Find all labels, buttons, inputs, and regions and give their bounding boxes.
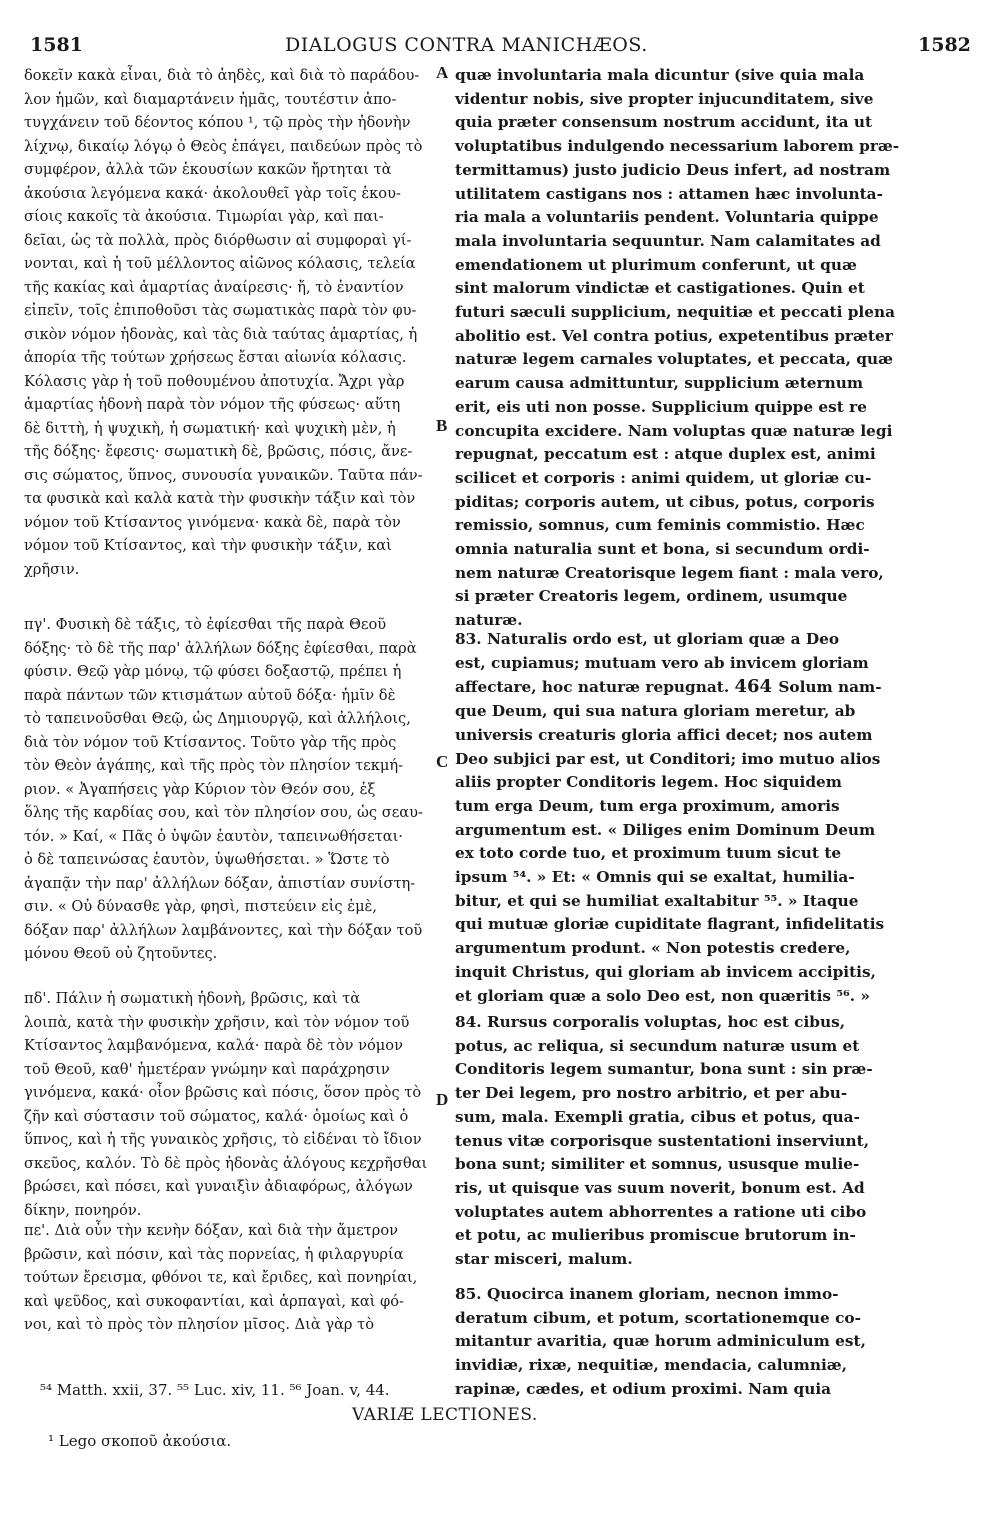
latin-line: si præter Creatoris legem, ordinem, usumque: [455, 587, 848, 606]
latin-line: mala involuntaria sequuntur. Nam calamitates ad: [455, 231, 881, 250]
greek-line: λον ἡμῶν, καὶ διαμαρτάνειν ἡμᾶς, τουτέστιν ἀπο-: [24, 90, 397, 108]
page-number-left: 1581: [30, 34, 83, 56]
greek-line: ἀγαπᾷν τὴν παρ' ἀλλήλων δόξαν, ἀπιστίαν συνίστη-: [24, 874, 416, 892]
greek-line: παρὰ πάντων τῶν κτισμάτων αὐτοῦ δόξα· ἡμῖν δὲ: [24, 686, 396, 704]
greek-line: σις σώματος, ὕπνος, συνουσία γυναικῶν. Ταῦτα πάν-: [24, 466, 423, 484]
greek-line: πε'. Διὰ οὖν τὴν κενὴν δόξαν, καὶ διὰ τὴν ἄμετρον: [24, 1222, 398, 1239]
latin-line: earum causa admittuntur, supplicium æternum: [455, 374, 864, 393]
latin-line: ex toto corde tuo, et proximum tuum sicut te: [455, 844, 842, 863]
greek-line: χρῆσιν.: [24, 560, 80, 578]
latin-line: tenus vitæ corporisque sustentationi inserviunt,: [455, 1131, 870, 1150]
page-title: DIALOGUS CONTRA MANICHÆOS.: [285, 34, 648, 56]
latin-line: quæ involuntaria mala dicuntur (sive quia mala: [455, 66, 865, 84]
latin-line: Conditoris legem sumantur, bona sunt : sin præ-: [455, 1060, 873, 1079]
greek-line: Κτίσαντος λαμβανόμενα, καλά· παρὰ δὲ τὸν νόμον: [24, 1037, 403, 1054]
latin-line: star misceri, malum.: [455, 1250, 633, 1269]
greek-line: τῆς δόξης· ἔφεσις· σωματικὴ δὲ, βρῶσις, πόσις, ἄνε-: [24, 443, 413, 460]
footnote-references: ⁵⁴ Matth. xxii, 37. ⁵⁵ Luc. xiv, 11. ⁵⁶ Joan. v, 44.: [40, 1381, 390, 1399]
greek-line: ἀπορία τῆς τούτων χρήσεως ἔσται αἰωνία κόλασις.: [24, 349, 407, 366]
latin-line: remissio, somnus, cum feminis commistio. Hæc: [455, 516, 865, 535]
greek-line: ἀκούσια λεγόμενα κακά· ἀκολουθεῖ γὰρ τοῖς ἑκου-: [24, 184, 401, 202]
variant-reading-note: ¹ Lego σκοποῦ ἀκούσια.: [48, 1432, 232, 1450]
greek-line: γινόμενα, κακά· οἷον βρῶσις καὶ πόσις, ὅσον πρὸς τὸ: [24, 1084, 422, 1101]
latin-line: universis creaturis gloria affici decet; nos autem: [455, 725, 873, 744]
greek-paragraph-83: [24, 613, 434, 966]
latin-line: repugnat, peccatum est : atque duplex est, animi: [455, 445, 876, 464]
latin-line: abolitio est. Vel contra potius, expetentibus præter: [455, 326, 893, 345]
latin-line: bitur, et qui se humiliat exaltabitur ⁵⁵. » Itaque: [455, 891, 859, 910]
greek-line: βρῶσιν, καὶ πόσιν, καὶ τὰς πορνείας, ἡ φιλαργυρία: [24, 1245, 404, 1263]
greek-line: ἁμαρτίας ἡδονὴ παρὰ τὸν νόμον τῆς φύσεως· αὕτη: [24, 396, 401, 413]
latin-line: argumentum produnt. « Non potestis credere,: [455, 939, 851, 958]
greek-line: τόν. » Καί, « Πᾶς ὁ ὑψῶν ἑαυτὸν, ταπεινωθήσεται·: [24, 827, 403, 845]
latin-line: et potu, ac mulieribus promiscue brutorum in-: [455, 1226, 856, 1245]
greek-line: δοκεῖν κακὰ εἶναι, διὰ τὸ ἀηδὲς, καὶ διὰ τὸ παράδου-: [24, 67, 420, 84]
latin-line: ipsum ⁵⁴. » Et: « Omnis qui se exaltat, humilia-: [455, 868, 855, 887]
greek-line: τοῦ Θεοῦ, καθ' ἡμετέραν γνώμην καὶ παράχρησιν: [24, 1060, 390, 1078]
greek-line: λίχνῳ, δικαίῳ λόγῳ ὁ Θεὸς ἐπάγει, παιδεύων πρὸς τὸ: [24, 137, 423, 155]
latin-line: termittamus) justo judicio Deus infert, ad nostram: [455, 160, 891, 179]
latin-line: quia præter consensum nostrum accidunt, ita ut: [455, 113, 873, 132]
latin-line: emendationem ut plurimum conferunt, ut quæ: [455, 255, 857, 274]
variae-lectiones-heading: VARIÆ LECTIONES.: [352, 1405, 538, 1425]
greek-line: μόνου Θεοῦ οὐ ζητοῦντες.: [24, 945, 218, 962]
greek-paragraph-84: [24, 987, 434, 1222]
latin-line: sum, mala. Exempli gratia, cibus et potus, qua-: [455, 1107, 860, 1126]
latin-line: concupita excidere. Nam voluptas quæ naturæ legi: [455, 421, 893, 440]
greek-line: τούτων ἔρεισμα, φθόνοι τε, καὶ ἔριδες, καὶ πονηρίαι,: [24, 1269, 418, 1286]
greek-line: τυγχάνειν τοῦ δέοντος κόπου ¹, τῷ πρὸς τὴν ἡδονὴν: [24, 114, 411, 131]
latin-line: ter Dei legem, pro nostro arbitrio, et per abu-: [455, 1084, 848, 1103]
latin-line: ris, ut quisque vas suum noverit, bonum est. Ad: [455, 1178, 865, 1197]
latin-line: videntur nobis, sive propter injucunditatem, sive: [455, 89, 874, 108]
latin-line: aliis propter Conditoris legem. Hoc siquidem: [455, 773, 842, 792]
greek-line: φύσιν. Θεῷ γὰρ μόνῳ, τῷ φύσει δοξαστῷ, πρέπει ἡ: [24, 663, 402, 680]
latin-paragraph-83: [455, 628, 885, 1008]
greek-line: ὕπνος, καὶ ἡ τῆς γυναικὸς χρῆσις, τὸ εἰδέναι τὸ ἴδιον: [24, 1131, 422, 1148]
latin-line: bona sunt; similiter et somnus, ususque mulie-: [455, 1155, 860, 1174]
latin-line: potus, ac reliqua, si secundum naturæ usum et: [455, 1036, 860, 1055]
column-number-marker: 464: [734, 676, 779, 698]
latin-line: nem naturæ Creatorisque legem fiant : mala vero,: [455, 563, 884, 582]
greek-line: συμφέρον, ἀλλὰ τῶν ἑκουσίων κακῶν ἤρτηται τὰ: [24, 161, 392, 178]
greek-line: ὁ δὲ ταπεινώσας ἑαυτὸν, ὑψωθήσεται. » Ὥστε τὸ: [24, 851, 390, 868]
greek-line: σίοις κακοῖς τὰ ἀκούσια. Τιμωρίαι γὰρ, καὶ παι-: [24, 208, 384, 225]
greek-paragraph-1: [24, 64, 434, 581]
greek-line: Κόλασις γὰρ ἡ τοῦ ποθουμένου ἀποτυχία. Ἄχρι γὰρ: [24, 372, 405, 390]
greek-line: δὲ διττὴ, ἡ ψυχικὴ, ἡ σωματική· καὶ ψυχικὴ μὲν, ἡ: [24, 419, 396, 437]
greek-line: νοι, καὶ τὸ πρὸς τὸν πλησίον μῖσος. Διὰ γὰρ τὸ: [24, 1316, 375, 1333]
latin-line: voluptatibus indulgendo necessarium laborem præ-: [455, 137, 900, 156]
greek-line: δεῖαι, ὡς τὰ πολλὰ, πρὸς διόρθωσιν αἱ συμφοραὶ γί-: [24, 231, 412, 249]
latin-line: invidiæ, rixæ, nequitiæ, mendacia, calumniæ,: [455, 1356, 848, 1375]
margin-marker-d: D: [436, 1090, 449, 1109]
margin-marker-a: A: [436, 63, 449, 82]
greek-line: δόξης· τὸ δὲ τῆς παρ' ἀλλήλων δόξης ἐφίεσθαι, παρὰ: [24, 639, 417, 657]
latin-line: mitantur avaritia, quæ horum adminiculum est,: [455, 1332, 866, 1351]
latin-line: que Deum, qui sua natura gloriam meretur, ab: [455, 702, 856, 721]
latin-paragraph-85: [455, 1283, 866, 1402]
latin-line: omnia naturalia sunt et bona, si secundum ordi-: [455, 540, 870, 559]
greek-line: λοιπὰ, κατὰ τὴν φυσικὴν χρῆσιν, καὶ τὸν νόμον τοῦ: [24, 1013, 410, 1031]
latin-line: sint malorum vindictæ et castigationes. Quin et: [455, 279, 865, 298]
margin-marker-b: B: [436, 416, 448, 435]
latin-line: deratum cibum, et potum, scortationemque co-: [455, 1308, 861, 1327]
greek-line: ζῆν καὶ σύστασιν τοῦ σώματος, καλά· ὁμοίως καὶ ὁ: [24, 1107, 409, 1125]
greek-line: σιν. « Οὐ δύνασθε γὰρ, φησὶ, πιστεύειν εἰς ἐμὲ,: [24, 898, 378, 915]
greek-line: εἰπεῖν, τοῖς ἐπιποθοῦσι τὰς σωματικὰς παρὰ τὸν φυ-: [24, 302, 417, 319]
greek-line: τα φυσικὰ καὶ καλὰ κατὰ τὴν φυσικὴν τάξιν καὶ τὸν: [24, 490, 416, 507]
latin-line: naturæ legem carnales voluptates, et peccata, quæ: [455, 350, 894, 369]
greek-line: βρώσει, καὶ πόσει, καὶ γυναιξὶν ἀδιαφόρως, ἀλόγων: [24, 1178, 413, 1195]
greek-line: τὸ ταπεινοῦσθαι Θεῷ, ὡς Δημιουργῷ, καὶ ἀλλήλοις,: [24, 710, 411, 727]
latin-line: 84. Rursus corporalis voluptas, hoc est cibus,: [455, 1013, 846, 1031]
latin-line: scilicet et corporis : animi quidem, ut gloriæ cu-: [455, 468, 872, 487]
latin-line: ria mala a voluntariis pendent. Voluntaria quippe: [455, 208, 879, 227]
latin-line: erit, eis uti non posse. Supplicium quippe est re: [455, 397, 867, 416]
greek-line: νόμον τοῦ Κτίσαντος, καὶ τὴν φυσικὴν τάξιν, καὶ: [24, 537, 392, 554]
greek-line: τῆς κακίας καὶ ἁμαρτίας ἀναίρεσις· ἤ, τὸ ἐναντίον: [24, 278, 404, 296]
latin-line: qui mutuæ gloriæ cupiditate flagrant, infidelitatis: [455, 915, 885, 934]
latin-line: voluptates autem abhorrentes a ratione uti cibo: [455, 1202, 867, 1221]
latin-line: utilitatem castigans nos : attamen hæc involunta-: [455, 184, 883, 203]
latin-line: 83. Naturalis ordo est, ut gloriam quæ a Deo: [455, 630, 840, 648]
greek-line: δίκην, πονηρόν.: [24, 1201, 142, 1219]
latin-line: est, cupiamus; mutuam vero ab invicem gloriam: [455, 653, 869, 672]
greek-line: ὅλης τῆς καρδίας σου, καὶ τὸν πλησίον σου, ὡς σεαυ-: [24, 804, 423, 821]
greek-line: νονται, καὶ ἡ τοῦ μέλλοντος αἰῶνος κόλασις, τελεία: [24, 255, 416, 272]
greek-line: ριον. « Ἀγαπήσεις γὰρ Κύριον τὸν Θεόν σου, ἐξ: [24, 780, 376, 798]
latin-line: 85. Quocirca inanem gloriam, necnon immo-: [455, 1285, 839, 1303]
greek-line: διὰ τὸν νόμον τοῦ Κτίσαντος. Τοῦτο γὰρ τῆς πρὸς: [24, 733, 397, 751]
latin-line-tail: Solum nam-: [778, 678, 882, 697]
greek-line: σκεῦος, καλόν. Τὸ δὲ πρὸς ἡδονὰς ἀλόγους κεχρῆσθαι: [24, 1154, 428, 1172]
latin-line: futuri sæculi supplicium, nequitiæ et peccati plena: [455, 303, 895, 322]
page-number-right: 1582: [918, 34, 971, 56]
greek-line: τὸν Θεὸν ἀγάπης, καὶ τῆς πρὸς τὸν πλησίον τεκμή-: [24, 757, 403, 774]
latin-line: tum erga Deum, tum erga proximum, amoris: [455, 796, 840, 815]
latin-line: rapinæ, cædes, et odium proximi. Nam quia: [455, 1379, 832, 1398]
greek-line: πγ'. Φυσικὴ δὲ τάξις, τὸ ἐφίεσθαι τῆς παρὰ Θεοῦ: [24, 616, 387, 633]
margin-marker-c: C: [436, 752, 449, 771]
greek-line: δόξαν παρ' ἀλλήλων λαμβάνοντες, καὶ τὴν δόξαν τοῦ: [24, 921, 423, 939]
greek-paragraph-85: [24, 1219, 434, 1337]
greek-line: πδ'. Πάλιν ἡ σωματικὴ ἡδονὴ, βρῶσις, καὶ τὰ: [24, 990, 361, 1007]
latin-line: naturæ.: [455, 611, 523, 630]
latin-paragraph-1: [455, 64, 900, 633]
latin-line: inquit Christus, qui gloriam ab invicem accipitis,: [455, 962, 876, 981]
latin-line: Deo subjici par est, ut Conditori; imo mutuo alios: [455, 749, 881, 768]
latin-line: et gloriam quæ a solo Deo est, non quæritis ⁵⁶. »: [455, 986, 870, 1005]
latin-line: affectare, hoc naturæ repugnat. 464 Solum nam-: [455, 676, 882, 698]
latin-line: argumentum est. « Diliges enim Dominum Deum: [455, 820, 876, 839]
greek-line: σικὸν νόμον ἡδονὰς, καὶ τὰς διὰ ταύτας ἁμαρτίας, ἡ: [24, 325, 418, 343]
greek-line: καὶ ψεῦδος, καὶ συκοφαντίαι, καὶ ἁρπαγαὶ, καὶ φό-: [24, 1292, 404, 1310]
greek-line: νόμον τοῦ Κτίσαντος γινόμενα· κακὰ δὲ, παρὰ τὸν: [24, 513, 401, 531]
latin-line: piditas; corporis autem, ut cibus, potus, corporis: [455, 492, 875, 511]
latin-paragraph-84: [455, 1011, 873, 1272]
